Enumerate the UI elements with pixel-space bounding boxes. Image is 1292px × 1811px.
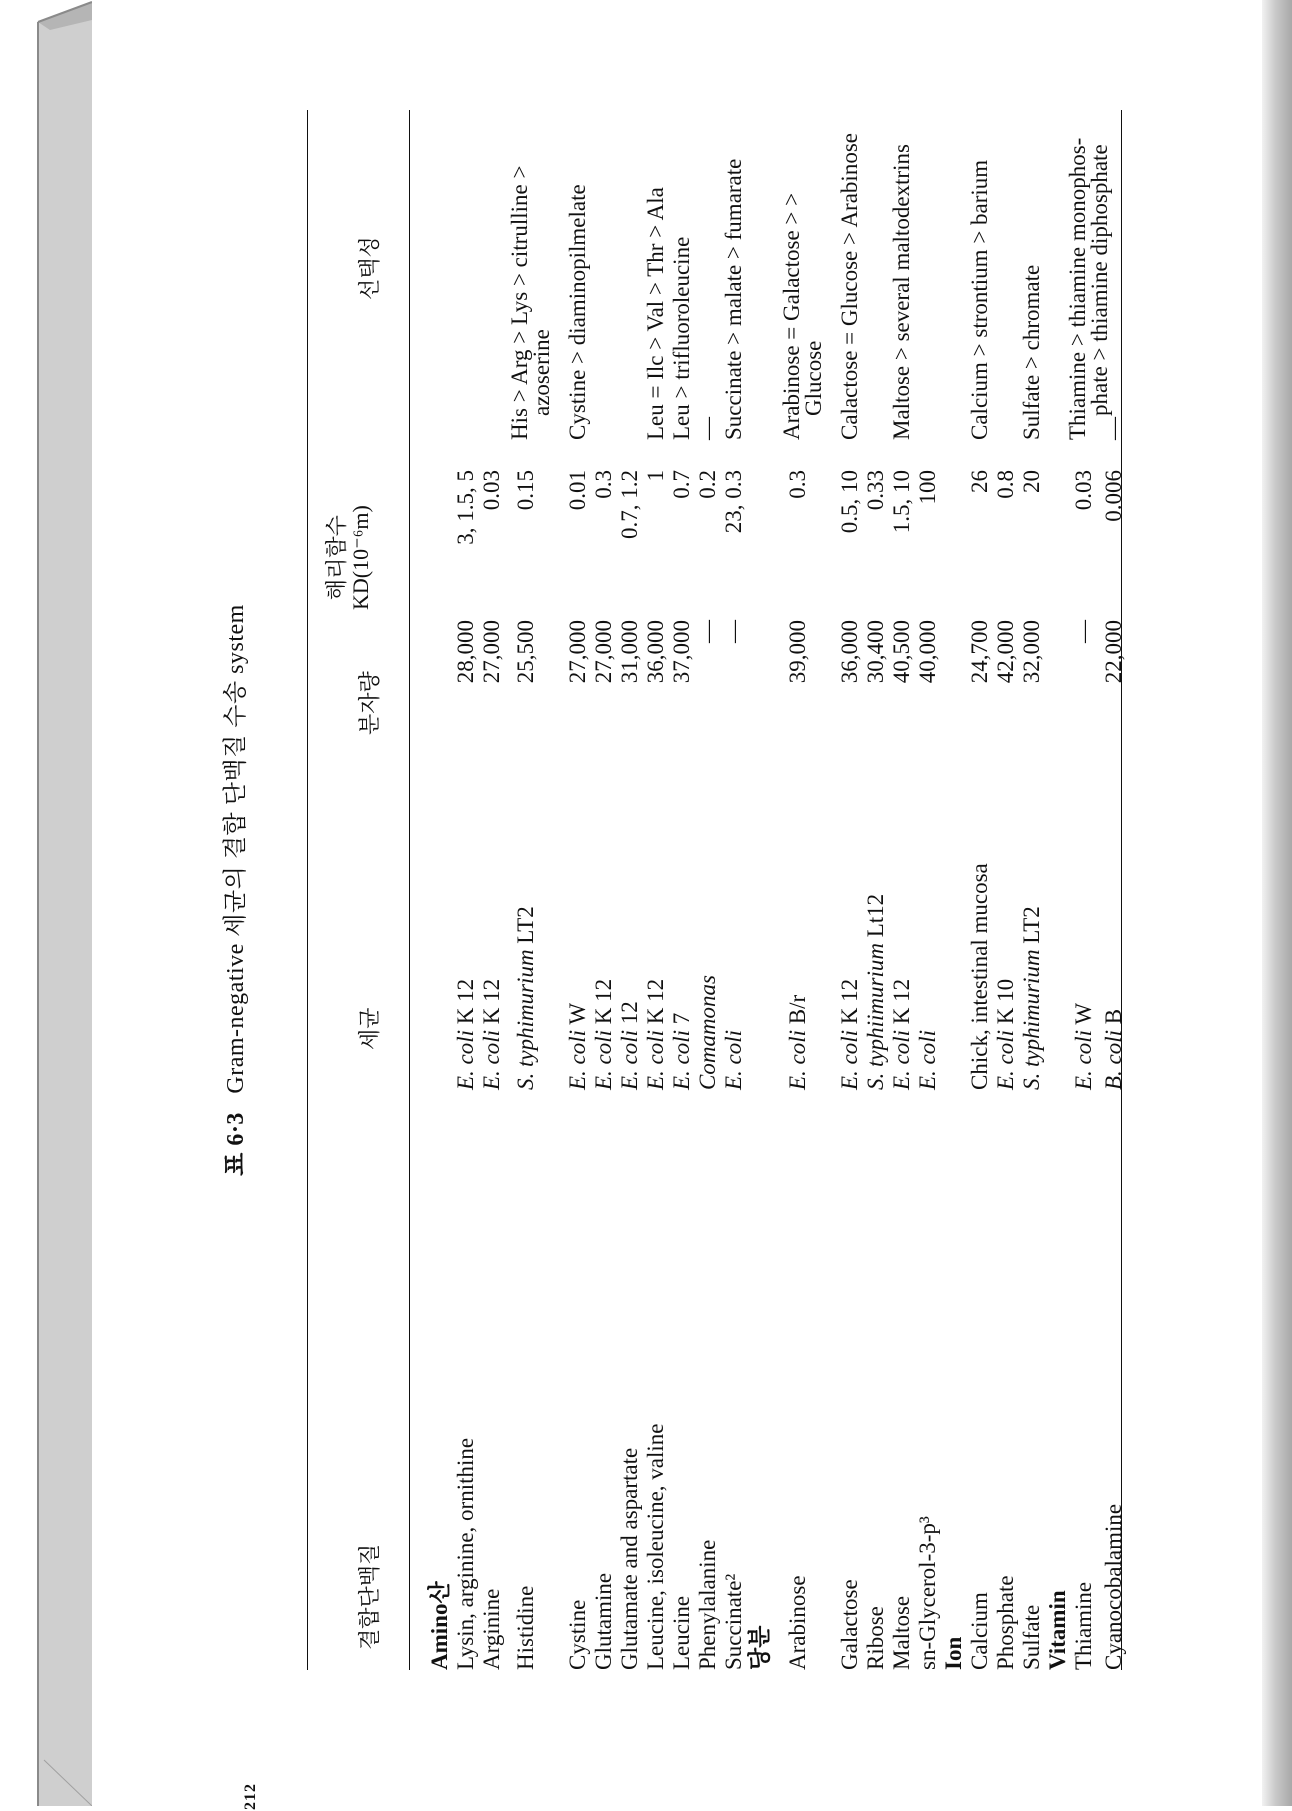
cell-molecular-weight: 28,000 bbox=[453, 620, 478, 684]
cell-bacterium: E. coli 12 bbox=[617, 1001, 642, 1090]
cell-protein: Arginine bbox=[479, 1588, 504, 1670]
cell-molecular-weight: 40,000 bbox=[915, 620, 940, 684]
cell-dissociation-constant: 0.03 bbox=[1071, 470, 1096, 511]
cell-bacterium: E. coli K 12 bbox=[837, 978, 862, 1090]
cell-selectivity: Sulfate > chromate bbox=[1019, 264, 1044, 440]
cell-dissociation-constant: 0.3 bbox=[785, 470, 810, 499]
cell-bacterium: E. coli K 12 bbox=[479, 978, 504, 1090]
page-stack-shadow bbox=[0, 0, 100, 1806]
cell-bacterium: E. coli K 12 bbox=[643, 978, 668, 1090]
caption-number: 표 6·3 bbox=[223, 1112, 249, 1176]
cell-selectivity: Calcium > strontium > barium bbox=[967, 159, 992, 440]
cell-protein: Ion bbox=[941, 1636, 966, 1670]
cell-molecular-weight: 27,000 bbox=[565, 620, 590, 684]
cell-molecular-weight: — bbox=[695, 620, 720, 643]
cell-dissociation-constant: 20 bbox=[1019, 470, 1044, 493]
cell-molecular-weight: 37,000 bbox=[669, 620, 694, 684]
rotated-table bbox=[215, 110, 1145, 1670]
page-right-shadow bbox=[1262, 0, 1292, 1806]
cell-protein: Cyanocobalamine bbox=[1101, 1503, 1126, 1670]
cell-dissociation-constant: 0.15 bbox=[513, 470, 538, 511]
cell-protein: Calcium bbox=[967, 1592, 992, 1670]
cell-protein: Arabinose bbox=[785, 1575, 810, 1670]
cell-bacterium: E. coli K 10 bbox=[993, 978, 1018, 1090]
cell-selectivity: Leu > trifluoroleucine bbox=[669, 236, 694, 440]
cell-dissociation-constant: 23, 0.3 bbox=[721, 470, 746, 534]
cell-selectivity-cont: Glucose bbox=[801, 340, 826, 416]
cell-dissociation-constant: 1 bbox=[643, 470, 668, 482]
cell-dissociation-constant: 0.03 bbox=[479, 470, 504, 511]
cell-bacterium: S. typhiimurium Lt12 bbox=[863, 893, 888, 1090]
cell-bacterium: E. coli bbox=[721, 1029, 746, 1090]
cell-dissociation-constant: 0.006 bbox=[1101, 470, 1126, 522]
header-protein: 결합단백질 bbox=[357, 1543, 382, 1650]
cell-selectivity: Maltose > several maltodextrins bbox=[889, 144, 914, 440]
cell-selectivity: Succinate > malate > fumarate bbox=[721, 158, 746, 440]
cell-bacterium: E. coli K 12 bbox=[591, 978, 616, 1090]
cell-dissociation-constant: 0.3 bbox=[591, 470, 616, 499]
cell-protein: 당분 bbox=[747, 1625, 772, 1670]
cell-molecular-weight: 31,000 bbox=[617, 620, 642, 684]
cell-molecular-weight: 42,000 bbox=[993, 620, 1018, 684]
cell-dissociation-constant: 100 bbox=[915, 470, 940, 505]
cell-bacterium: E. coli W bbox=[1071, 1002, 1096, 1090]
page-number: 212 bbox=[242, 1783, 259, 1810]
table-caption bbox=[215, 110, 255, 1670]
cell-protein: Glutamine bbox=[591, 1572, 616, 1670]
header-bacterium: 세균 bbox=[357, 1007, 382, 1050]
cell-bacterium: S. typhimurium LT2 bbox=[513, 906, 538, 1090]
book-spine-edge bbox=[0, 0, 100, 1806]
cell-protein: Succinate² bbox=[721, 1573, 746, 1670]
cell-molecular-weight: 27,000 bbox=[591, 620, 616, 684]
cell-dissociation-constant: 3, 1.5, 5 bbox=[453, 470, 478, 545]
cell-molecular-weight: 40,500 bbox=[889, 620, 914, 684]
cell-protein: Vitamin bbox=[1045, 1590, 1070, 1670]
cell-molecular-weight: 25,500 bbox=[513, 620, 538, 684]
cell-dissociation-constant: 0.5, 10 bbox=[837, 470, 862, 534]
cell-selectivity: Calactose = Glucose > Arabinose bbox=[837, 133, 862, 440]
table-header-rule bbox=[409, 110, 410, 1670]
cell-bacterium: E. coli bbox=[915, 1029, 940, 1090]
cell-selectivity: — bbox=[1101, 417, 1126, 440]
cell-molecular-weight: 39,000 bbox=[785, 620, 810, 684]
cell-protein: Leucine, isoleucine, valine bbox=[643, 1423, 668, 1670]
cell-selectivity-cont: azoserine bbox=[529, 329, 554, 416]
cell-molecular-weight: 27,000 bbox=[479, 620, 504, 684]
cell-bacterium: Comamonas bbox=[695, 974, 720, 1090]
cell-molecular-weight: 36,000 bbox=[837, 620, 862, 684]
cell-molecular-weight: — bbox=[721, 620, 746, 643]
cell-dissociation-constant: 0.01 bbox=[565, 470, 590, 511]
cell-selectivity: — bbox=[695, 417, 720, 440]
cell-protein: Leucine bbox=[669, 1595, 694, 1670]
cell-molecular-weight: 32,000 bbox=[1019, 620, 1044, 684]
cell-bacterium: S. typhimurium LT2 bbox=[1019, 906, 1044, 1090]
cell-dissociation-constant: 0.33 bbox=[863, 470, 888, 511]
caption-text: Gram-negative 세균의 결합 단백질 수송 system bbox=[223, 604, 249, 1094]
cell-bacterium: E. coli K 12 bbox=[889, 978, 914, 1090]
cell-protein: Phenylalanine bbox=[695, 1539, 720, 1670]
cell-protein: Glutamate and aspartate bbox=[617, 1447, 642, 1670]
cell-bacterium: E. coli W bbox=[565, 1002, 590, 1090]
cell-protein: Phosphate bbox=[993, 1575, 1018, 1670]
cell-protein: Thiamine bbox=[1071, 1581, 1096, 1670]
header-kd-line1: 해리함수 bbox=[324, 515, 349, 601]
cell-dissociation-constant: 0.2 bbox=[695, 470, 720, 499]
cell-bacterium: Chick, intestinal mucosa bbox=[967, 863, 992, 1090]
table-top-rule bbox=[307, 110, 308, 1670]
cell-bacterium: E. coli 7 bbox=[669, 1012, 694, 1090]
cell-molecular-weight: 36,000 bbox=[643, 620, 668, 684]
cell-selectivity-cont: phate > thiamine diphosphate bbox=[1087, 144, 1112, 416]
cell-protein: Sulfate bbox=[1019, 1604, 1044, 1670]
cell-dissociation-constant: 0.7, 1.2 bbox=[617, 470, 642, 539]
cell-selectivity: Cystine > diaminopilmelate bbox=[565, 184, 590, 440]
cell-protein: sn-Glycerol-3-p³ bbox=[915, 1516, 940, 1670]
cell-dissociation-constant: 0.7 bbox=[669, 470, 694, 499]
cell-dissociation-constant: 26 bbox=[967, 470, 992, 493]
header-selectivity: 선택성 bbox=[357, 236, 382, 300]
cell-bacterium: B. coli B bbox=[1101, 1008, 1126, 1090]
cell-selectivity: Arabinose = Galactose > > Glucose bbox=[779, 192, 826, 440]
cell-protein: Amino산 bbox=[427, 1581, 452, 1670]
cell-molecular-weight: 22,000 bbox=[1101, 620, 1126, 684]
header-molecular-weight: 분자량 bbox=[357, 671, 382, 735]
header-kd-line2: KD(10⁻⁶m) bbox=[348, 505, 373, 610]
cell-bacterium: E. coli K 12 bbox=[453, 978, 478, 1090]
cell-protein: Ribose bbox=[863, 1606, 888, 1670]
cell-dissociation-constant: 0.8 bbox=[993, 470, 1018, 499]
cell-molecular-weight: 24,700 bbox=[967, 620, 992, 684]
cell-dissociation-constant: 1.5, 10 bbox=[889, 470, 914, 534]
cell-bacterium: E. coli B/r bbox=[785, 994, 810, 1090]
cell-protein: Lysin, arginine, ornithine bbox=[453, 1437, 478, 1670]
cell-protein: Maltose bbox=[889, 1595, 914, 1670]
cell-molecular-weight: 30,400 bbox=[863, 620, 888, 684]
cell-selectivity: His > Arg > Lys > citrulline > azoserine bbox=[507, 165, 554, 440]
cell-protein: Galactose bbox=[837, 1579, 862, 1670]
cell-protein: Histidine bbox=[513, 1585, 538, 1670]
table-bottom-rule bbox=[1121, 110, 1122, 1670]
cell-selectivity: Thiamine > thiamine monophos- phate > thiamine diphosphate bbox=[1065, 137, 1112, 440]
header-dissociation-constant bbox=[325, 505, 373, 610]
cell-selectivity: Leu = Ilc > Val > Thr > Ala bbox=[643, 187, 668, 440]
cell-molecular-weight: — bbox=[1071, 620, 1096, 643]
cell-protein: Cystine bbox=[565, 1599, 590, 1670]
